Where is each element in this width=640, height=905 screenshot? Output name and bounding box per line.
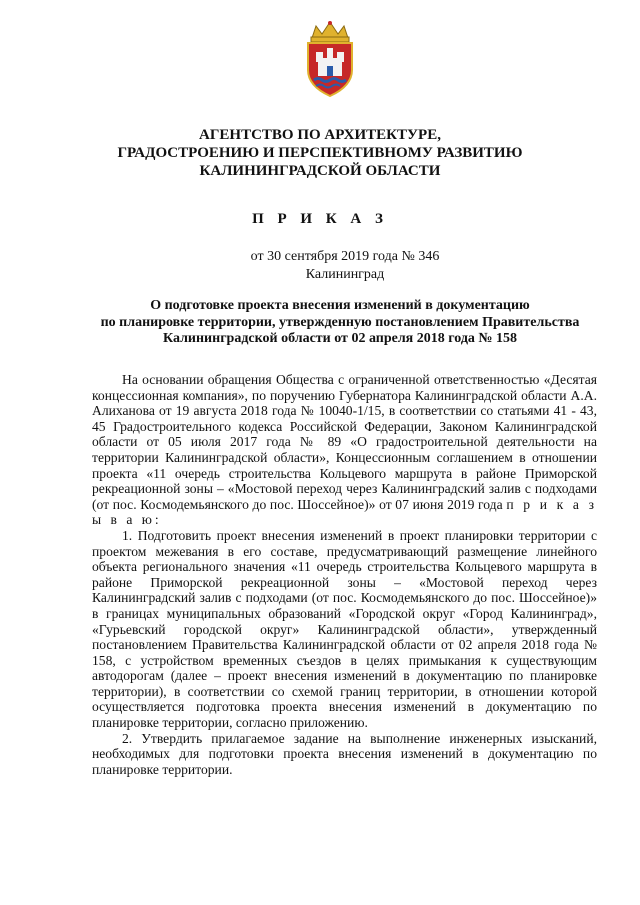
kaliningrad-coat-of-arms-icon: [298, 20, 362, 98]
preamble-paragraph: [92, 372, 597, 528]
document-type: П Р И К А З: [252, 211, 388, 227]
order-city: Калининград: [305, 267, 385, 282]
order-date-number: от 30 сентября 2019 года № 346: [250, 249, 440, 264]
item-2-paragraph: 2. Утвердить прилагаемое задание на выполнение инженерных изысканий, необходимых для подготовки проекта внесения изменений в документацию по планировке территории.: [92, 730, 597, 777]
agency-line-2: ГРАДОСТРОЕНИЮ И ПЕРСПЕКТИВНОМУ РАЗВИТИЮ: [117, 145, 523, 161]
agency-line-1: АГЕНТСТВО ПО АРХИТЕКТУРЕ,: [199, 127, 441, 143]
decree-word: п р и к а з ы в а ю:: [92, 496, 597, 528]
preamble-text: На основании обращения Общества с ограниченной ответственностью «Десятая концессионная компания», по поручению Губернатора Калининградской области А.А. Алиханова от 19 августа 2018 года № 10040-1/15, в соответствии со статьями 41 - 43, 45 Градостроительного кодекса Российской Федерации, Законом Калининградской области от 05 июля 2017 года № 89 «О градостроительной деятельности на территории Калининградской области», Концессионным соглашением в отношении проекта «11 очередь строительства Кольцевого маршрута в районе Приморской рекреационной зоны – «Мостовой переход через Калининградский залив с подходами (от пос. Космодемьянского до пос. Шоссейное)» от 07 июня 2019 года: [92, 372, 597, 512]
agency-line-3: КАЛИНИНГРАДСКОЙ ОБЛАСТИ: [199, 163, 441, 179]
item-1-paragraph: 1. Подготовить проект внесения изменений в проект планировки территории с проектом межевания в его составе, предусматривающий размещение линейного объекта регионального значения «11 очередь строительства Кольцевого маршрута в районе Приморской рекреационной зоны – «Мостовой переход через Калининградский залив с подходами (от пос. Космодемьянского до пос. Шоссейное)» в границах муниципальных образований «Городской округ «Город Калининград», «Гурьевский городской округ» Калининградской области», утвержденный постановлением Правительства Калининградской области от 02 апреля 2018 года № 158, с устройством временных съездов в целях примыкания к существующим автодорогам (далее – проект внесения изменений в документацию по планировке территории), в соответствии со схемой границ территории, в отношении которой осуществляется подготовка проекта внесения изменений в документацию по планировке территории, согласно приложению.: [92, 527, 597, 731]
order-body: [92, 372, 597, 777]
subject-line-3: Калининградской области от 02 апреля 2018 года № 158: [162, 331, 518, 346]
order-date-block: [0, 248, 640, 284]
agency-name: [90, 126, 550, 180]
subject-line-1: О подготовке проекта внесения изменений в документацию: [150, 298, 530, 313]
order-subject: [80, 298, 600, 348]
subject-line-2: по планировке территории, утвержденную постановлением Правительства: [100, 314, 580, 330]
